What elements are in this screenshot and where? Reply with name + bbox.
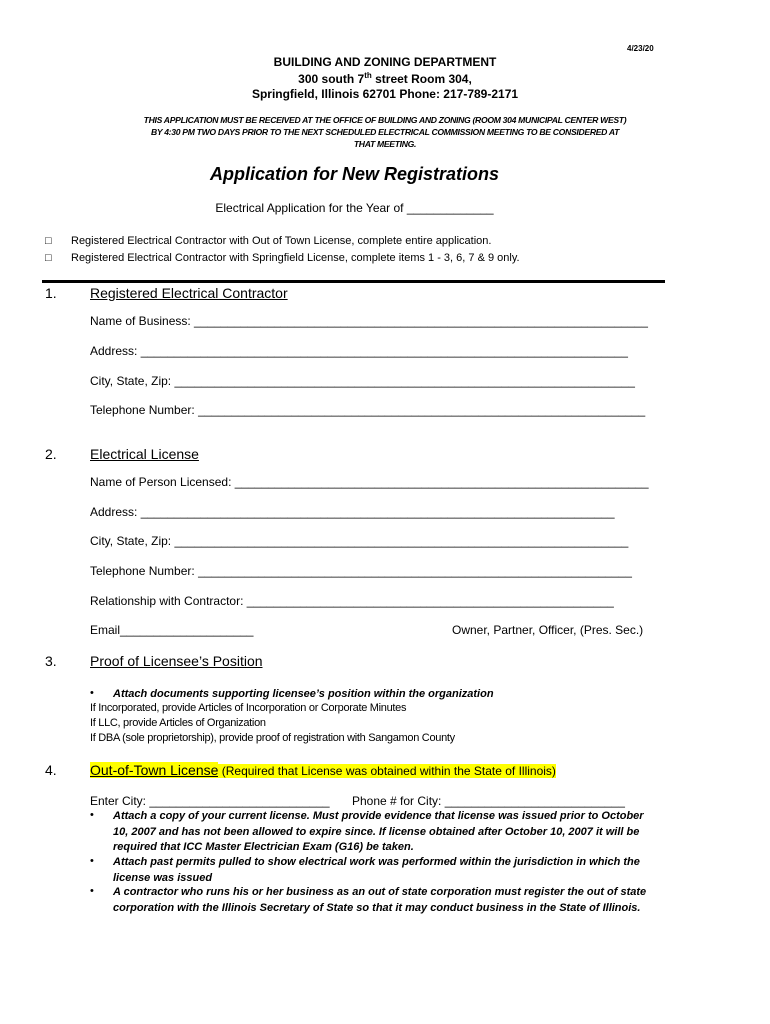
section-number: 1. <box>45 285 57 301</box>
section-title: Out-of-Town License <box>90 762 219 778</box>
business-address-field[interactable]: Address: _________________________________________________________________________ <box>90 344 628 358</box>
instruction-text: If DBA (sole proprietorship), provide proof of registration with Sangamon County <box>90 732 455 744</box>
form-title: Application for New Registrations <box>209 164 500 184</box>
address-part: street Room 304, <box>371 72 472 86</box>
licensee-address-field[interactable]: Address: _______________________________________________________________________ <box>90 505 615 519</box>
bullet-icon: • <box>90 687 94 699</box>
enter-city-field[interactable]: Enter City: ___________________________ <box>90 794 330 808</box>
notice-line: BY 4:30 PM TWO DAYS PRIOR TO THE NEXT SCHEDULED ELECTRICAL COMMISSION MEETING TO BE CONSIDERED AT <box>150 127 620 137</box>
department-address <box>0 71 770 86</box>
revision-date: 4/23/20 <box>627 44 654 53</box>
year-field[interactable]: Electrical Application for the Year of _____________ <box>215 201 494 215</box>
instruction-text: A contractor who runs his or her business as an out of state corporation must register the out of state corporation with the Illinois Secretary of State so that it may conduct business in the State of Illinois. <box>113 886 647 914</box>
section-number: 4. <box>45 762 57 778</box>
department-name: BUILDING AND ZONING DEPARTMENT <box>273 55 497 69</box>
instruction-text: Attach documents supporting licensee’s position within the organization <box>113 688 494 700</box>
section-title: Registered Electrical Contractor <box>90 285 288 301</box>
section-number: 2. <box>45 446 57 462</box>
checkbox-springfield[interactable]: □ <box>45 252 52 264</box>
role-options: Owner, Partner, Officer, (Pres. Sec.) <box>452 623 644 637</box>
section-divider <box>42 280 665 283</box>
checkbox-label: Registered Electrical Contractor with Out of Town License, complete entire application. <box>71 235 492 247</box>
licensee-city-field[interactable]: City, State, Zip: ____________________________________________________________________ <box>90 534 629 548</box>
business-city-field[interactable]: City, State, Zip: _____________________________________________________________________ <box>90 374 635 388</box>
address-superscript: th <box>364 71 372 80</box>
section-title: Proof of Licensee’s Position <box>90 653 263 669</box>
section-number: 3. <box>45 653 57 669</box>
business-phone-field[interactable]: Telephone Number: ___________________________________________________________________ <box>90 403 646 417</box>
business-name-field[interactable]: Name of Business: ____________________________________________________________________ <box>90 314 648 328</box>
licensee-name-field[interactable]: Name of Person Licensed: ______________________________________________________________ <box>90 475 649 489</box>
section-heading <box>90 762 556 778</box>
instruction-text: Attach a copy of your current license. Must provide evidence that license was issued prior to October 10, 2007 and has not been allowed to expire since. If license obtained after October 10, 2007 it will be required that ICC Master Electrician Exam (G16) be taken. <box>113 810 644 853</box>
instruction-text: If LLC, provide Articles of Organization <box>90 717 266 729</box>
bullet-icon: • <box>90 885 94 897</box>
notice-line: THAT MEETING. <box>353 139 417 149</box>
bullet-icon: • <box>90 855 94 867</box>
city-phone-field[interactable]: Phone # for City: ___________________________ <box>352 794 625 808</box>
checkbox-label: Registered Electrical Contractor with Springfield License, complete items 1 - 3, 6, 7 & 9 only. <box>71 252 520 264</box>
department-city-phone: Springfield, Illinois 62701 Phone: 217-789-2171 <box>251 87 519 101</box>
section-subtitle: (Required that License was obtained within the State of Illinois) <box>218 764 556 778</box>
relationship-field[interactable]: Relationship with Contractor: _______________________________________________________ <box>90 594 614 608</box>
email-field[interactable]: Email____________________ <box>90 623 254 637</box>
address-part: 300 south 7 <box>298 72 365 86</box>
instruction-text: If Incorporated, provide Articles of Incorporation or Corporate Minutes <box>90 702 407 714</box>
notice-line: THIS APPLICATION MUST BE RECEIVED AT THE OFFICE OF BUILDING AND ZONING (ROOM 304 MUNICIPAL CENTER WEST) <box>143 115 627 125</box>
instruction-text: Attach past permits pulled to show electrical work was performed within the jurisdiction in which the license was issued <box>113 856 640 884</box>
section-title: Electrical License <box>90 446 199 462</box>
checkbox-out-of-town[interactable]: □ <box>45 235 52 247</box>
bullet-icon: • <box>90 809 94 821</box>
licensee-phone-field[interactable]: Telephone Number: _________________________________________________________________ <box>90 564 632 578</box>
